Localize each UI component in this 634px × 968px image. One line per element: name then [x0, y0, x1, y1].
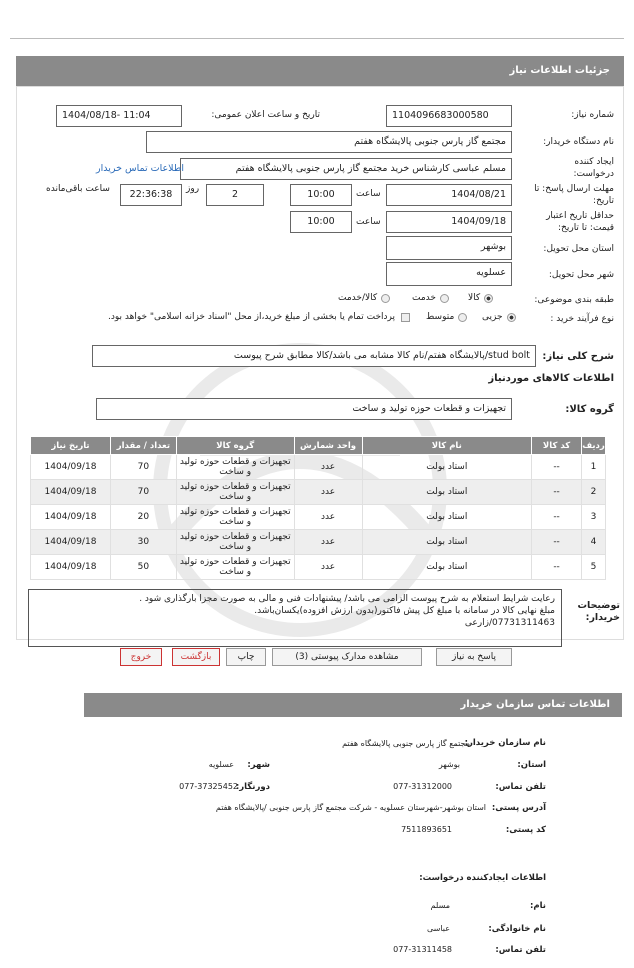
- col-header-name: نام کالا: [362, 437, 532, 455]
- cell-unit: عدد: [294, 455, 362, 480]
- category-both-label: کالا/خدمت: [338, 293, 378, 303]
- contact-fax-label: دورنگار:: [235, 782, 270, 792]
- contact-city-value: عسلویه: [208, 760, 234, 769]
- col-header-date: تاریخ نیاز: [31, 437, 111, 455]
- creator-info-title: اطلاعات ایجادکننده درخواست:: [419, 873, 546, 883]
- cell-date: 1404/09/18: [31, 530, 111, 555]
- city-field: عسلویه: [386, 262, 512, 286]
- cell-qty: 50: [110, 555, 176, 580]
- creator-phone-value: 077-31311458: [393, 945, 452, 954]
- table-row: [31, 530, 606, 555]
- table-row: [31, 480, 606, 505]
- contact-province-value: بوشهر: [438, 760, 460, 769]
- contact-org-label: نام سازمان خریدار:: [464, 738, 546, 748]
- cell-name: استاد بولت: [362, 480, 532, 505]
- days-label: روز: [186, 184, 200, 194]
- category-goods-label: کالا: [468, 293, 481, 303]
- days-field: 2: [206, 184, 264, 206]
- cell-group: تجهیزات و قطعات حوزه تولید و ساخت: [176, 505, 294, 530]
- contact-section-title: اطلاعات تماس سازمان خریدار: [84, 693, 622, 717]
- announce-field: 1404/08/18- 11:04: [56, 105, 182, 127]
- top-divider: [10, 38, 624, 39]
- creator-label: ایجاد کننده درخواست:: [573, 157, 614, 179]
- creator-field: مسلم عباسی کارشناس خرید مجتمع گاز پارس جنوبی پالایشگاه هفتم: [180, 158, 512, 180]
- cell-name: استاد بولت: [362, 530, 532, 555]
- deadline-time-label: ساعت: [356, 189, 381, 199]
- cell-row: 2: [582, 480, 606, 505]
- cell-group: تجهیزات و قطعات حوزه تولید و ساخت: [176, 555, 294, 580]
- cell-row: 5: [582, 555, 606, 580]
- deadline-date-field: 1404/08/21: [386, 184, 512, 206]
- radio-icon[interactable]: [458, 313, 467, 322]
- table-row: [31, 505, 606, 530]
- cell-unit: عدد: [294, 480, 362, 505]
- buyer-contact-link[interactable]: اطلاعات تماس خریدار: [96, 163, 185, 174]
- cell-name: استاد بولت: [362, 505, 532, 530]
- col-header-row: ردیف: [582, 437, 606, 455]
- category-service-option[interactable]: [412, 293, 449, 303]
- cell-row: 4: [582, 530, 606, 555]
- cell-code: --: [532, 530, 582, 555]
- cell-unit: عدد: [294, 555, 362, 580]
- cell-qty: 70: [110, 455, 176, 480]
- payment-note: [70, 312, 410, 322]
- cell-group: تجهیزات و قطعات حوزه تولید و ساخت: [176, 455, 294, 480]
- contact-phone-label: تلفن تماس:: [495, 782, 546, 792]
- process-minor-label: جزیی: [482, 312, 503, 322]
- cell-row: 1: [582, 455, 606, 480]
- buyer-notes-line2: مبلغ نهایی کالا در سامانه با مبلغ کل پیش فاکتور(بدون ارزش افزوده)یکسان‌باشد.: [254, 606, 555, 616]
- cell-date: 1404/09/18: [31, 505, 111, 530]
- cell-code: --: [532, 480, 582, 505]
- validity-time-field: 10:00: [290, 211, 352, 233]
- category-service-label: خدمت: [412, 293, 436, 303]
- creator-first-value: مسلم: [430, 901, 450, 910]
- exit-button[interactable]: خروج: [120, 648, 162, 666]
- cell-code: --: [532, 555, 582, 580]
- deadline-label: مهلت ارسال پاسخ: تا تاریخ:: [534, 184, 614, 206]
- remaining-field: 22:36:38: [120, 184, 182, 206]
- process-minor-option[interactable]: [482, 312, 516, 322]
- summary-label: شرح کلی نیاز:: [542, 351, 614, 362]
- col-header-group: گروه کالا: [176, 437, 294, 455]
- need-number-field: 1104096683000580: [386, 105, 512, 127]
- radio-icon[interactable]: [381, 294, 390, 303]
- contact-province-label: استان:: [517, 760, 546, 770]
- buyer-org-label: نام دستگاه خریدار:: [543, 137, 614, 147]
- category-goods-option[interactable]: [468, 293, 493, 303]
- validity-time-label: ساعت: [356, 217, 381, 227]
- group-field: تجهیزات و قطعات حوزه تولید و ساخت: [96, 398, 512, 420]
- view-docs-button[interactable]: مشاهده مدارک پیوستی (3): [272, 648, 422, 666]
- cell-group: تجهیزات و قطعات حوزه تولید و ساخت: [176, 530, 294, 555]
- radio-selected-icon[interactable]: [484, 294, 493, 303]
- page-title: جزئیات اطلاعات نیاز: [16, 56, 624, 86]
- cell-date: 1404/09/18: [31, 480, 111, 505]
- table-row: [31, 455, 606, 480]
- cell-qty: 20: [110, 505, 176, 530]
- cell-unit: عدد: [294, 530, 362, 555]
- province-label: استان محل تحویل:: [543, 244, 614, 254]
- creator-phone-label: تلفن تماس:: [495, 945, 546, 955]
- radio-selected-icon[interactable]: [507, 313, 516, 322]
- table-row: [31, 555, 606, 580]
- cell-date: 1404/09/18: [31, 555, 111, 580]
- need-number-label: شماره نیاز:: [571, 110, 614, 120]
- contact-postal-label: کد پستی:: [505, 825, 546, 835]
- deadline-time-field: 10:00: [290, 184, 352, 206]
- buyer-notes-line3: 07731311463/زارعی: [464, 618, 555, 628]
- table-header-row: [31, 437, 606, 455]
- category-label: طبقه بندی موضوعی:: [534, 295, 614, 305]
- creator-first-label: نام:: [529, 901, 546, 911]
- cell-qty: 30: [110, 530, 176, 555]
- category-both-option[interactable]: [338, 293, 390, 303]
- cell-row: 3: [582, 505, 606, 530]
- process-medium-label: متوسط: [426, 312, 455, 322]
- col-header-unit: واحد شمارش: [294, 437, 362, 455]
- radio-icon[interactable]: [440, 294, 449, 303]
- cell-code: --: [532, 505, 582, 530]
- cell-unit: عدد: [294, 505, 362, 530]
- col-header-qty: تعداد / مقدار: [110, 437, 176, 455]
- cell-name: استاد بولت: [362, 555, 532, 580]
- reply-button[interactable]: پاسخ به نیاز: [436, 648, 512, 666]
- cell-date: 1404/09/18: [31, 455, 111, 480]
- contact-org-value: مجتمع گاز پارس جنوبی پالایشگاه هفتم: [342, 739, 470, 748]
- province-field: بوشهر: [386, 236, 512, 260]
- col-header-code: کد کالا: [532, 437, 582, 455]
- creator-last-label: نام خانوادگی:: [488, 924, 546, 934]
- checkbox-icon[interactable]: [401, 313, 410, 322]
- print-button[interactable]: چاپ: [226, 648, 266, 666]
- city-label: شهر محل تحویل:: [548, 270, 614, 280]
- contact-postal-value: 7511893651: [401, 825, 452, 834]
- contact-address-value: استان بوشهر-شهرستان عسلویه - شرکت مجتمع گاز پارس جنوبی /پالایشگاه هفتم: [215, 803, 486, 812]
- items-table: [30, 436, 606, 580]
- cell-qty: 70: [110, 480, 176, 505]
- remaining-label: ساعت باقی‌مانده: [46, 184, 110, 194]
- validity-date-field: 1404/09/18: [386, 211, 512, 233]
- contact-address-label: آدرس پستی:: [491, 803, 546, 813]
- creator-last-value: عباسی: [427, 924, 450, 933]
- buyer-notes-box: [28, 589, 562, 647]
- contact-city-label: شهر:: [247, 760, 270, 770]
- buyer-notes-label: توضیحات خریدار:: [577, 600, 620, 623]
- payment-note-text: پرداخت تمام یا بخشی از مبلغ خرید،از محل "اسناد خزانه اسلامی" خواهد بود.: [107, 312, 395, 322]
- back-button[interactable]: بازگشت: [172, 648, 220, 666]
- cell-name: استاد بولت: [362, 455, 532, 480]
- goods-info-title: اطلاعات کالاهای موردنیاز: [488, 373, 614, 384]
- contact-phone-value: 077-31312000: [393, 782, 452, 791]
- announce-label: تاریخ و ساعت اعلان عمومی:: [211, 110, 320, 120]
- buyer-notes-line1: رعایت شرایط استعلام به شرح پیوست الزامی می باشد/ پیشنهادات فنی و مالی به صورت مجزا بارگذاری شود .: [139, 594, 555, 604]
- process-medium-option[interactable]: [426, 312, 467, 322]
- cell-group: تجهیزات و قطعات حوزه تولید و ساخت: [176, 480, 294, 505]
- validity-label: حداقل تاریخ اعتبار قیمت: تا تاریخ:: [546, 211, 614, 233]
- buyer-org-field: مجتمع گاز پارس جنوبی پالایشگاه هفتم: [146, 131, 512, 153]
- contact-fax-value: 077-37325452: [179, 782, 238, 791]
- cell-code: --: [532, 455, 582, 480]
- process-label: نوع فرآیند خرید :: [550, 314, 614, 324]
- group-label: گروه کالا:: [565, 404, 614, 415]
- summary-field: stud bolt/پالایشگاه هفتم/نام کالا مشابه می باشد/کالا مطابق شرح پیوست: [92, 345, 536, 367]
